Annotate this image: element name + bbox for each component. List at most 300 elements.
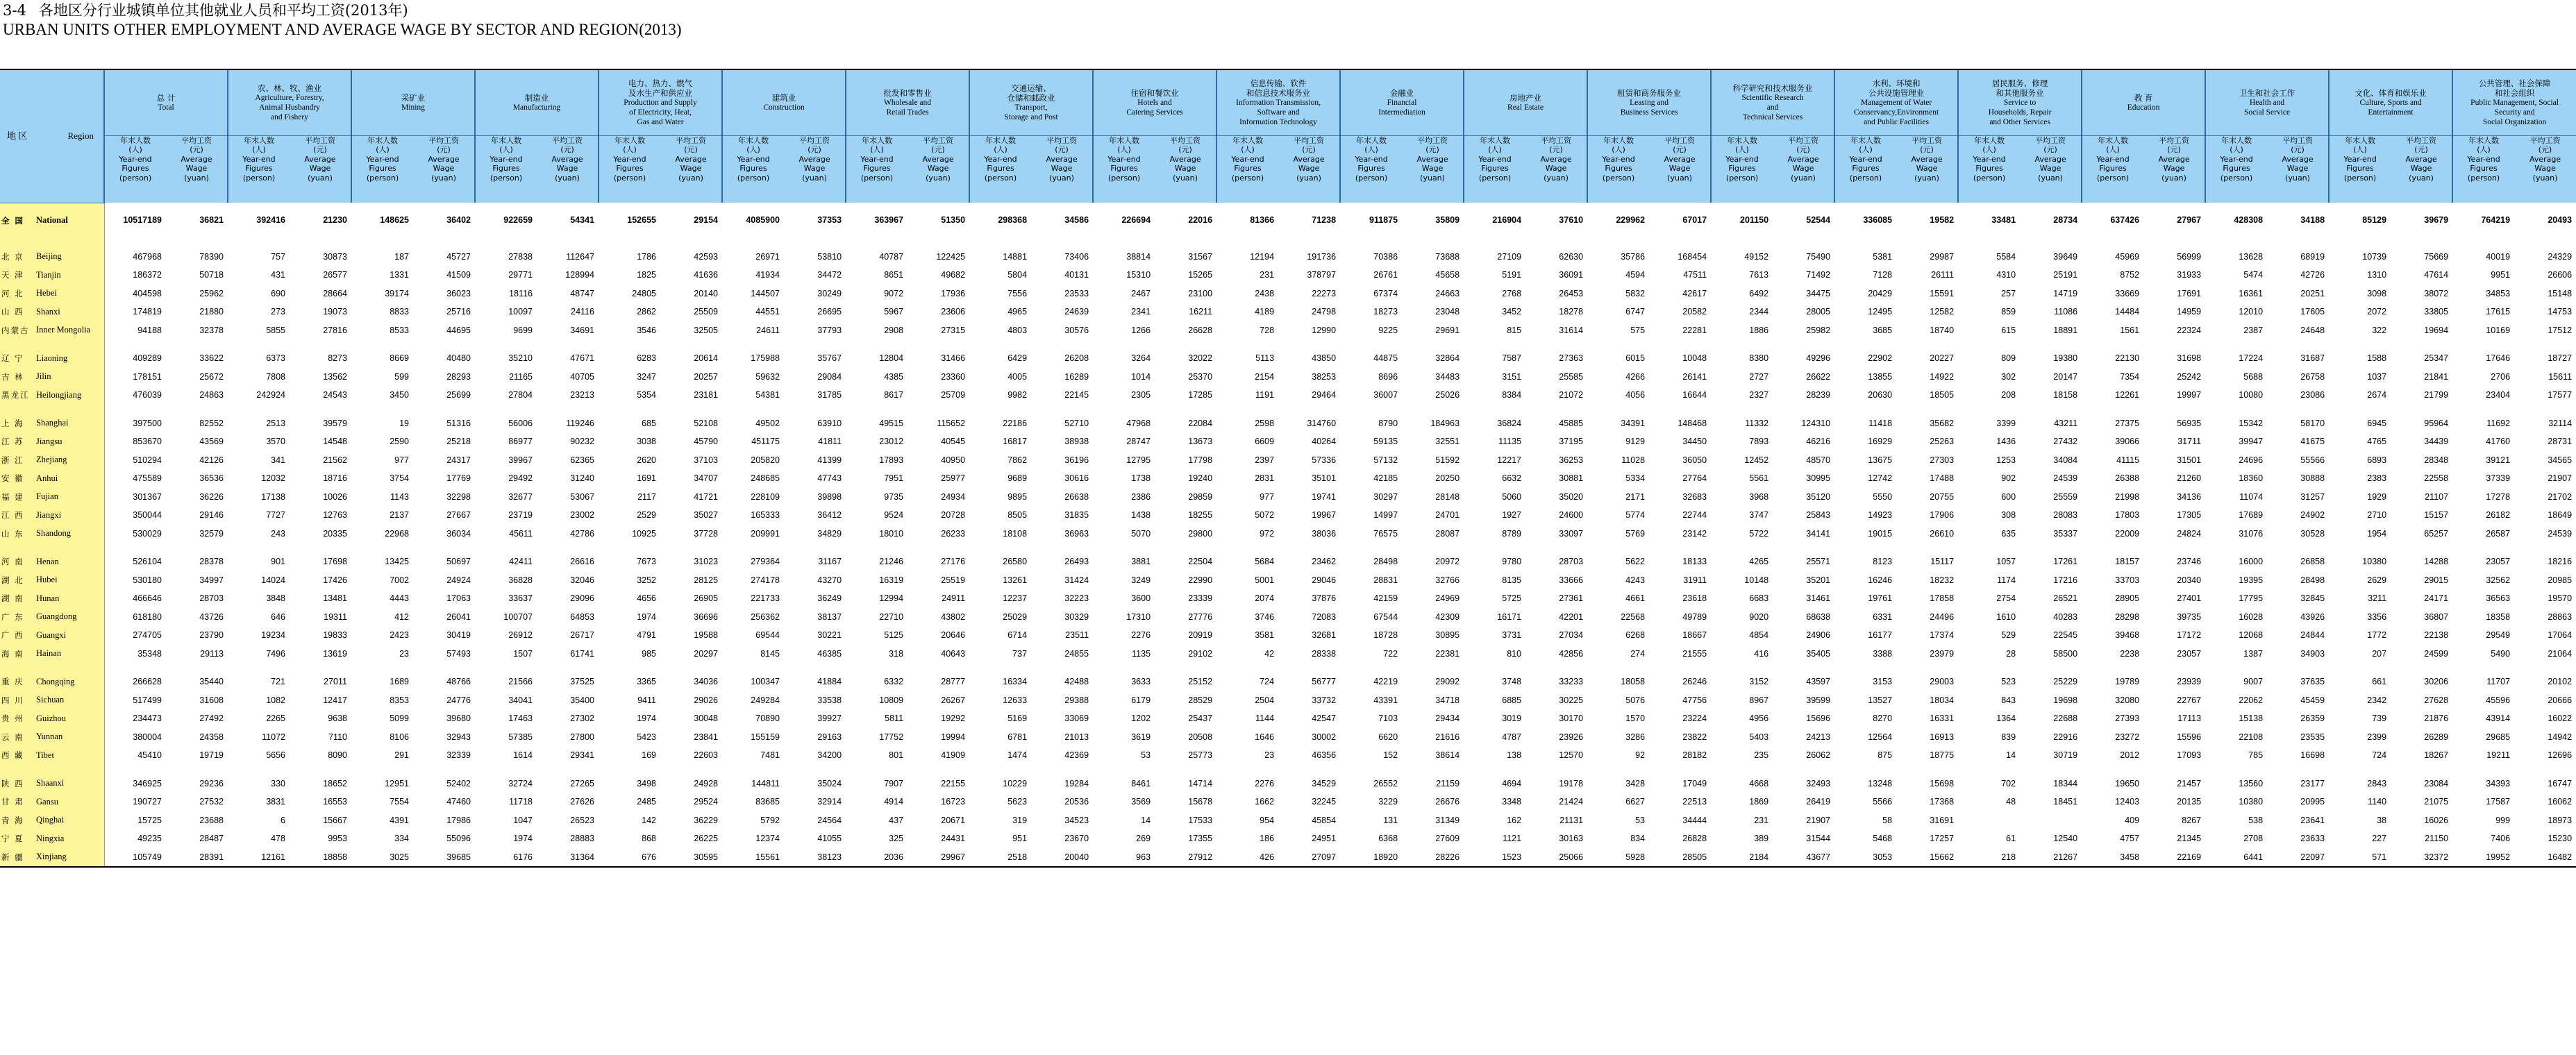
year-end-figures-cell: 13628 xyxy=(2239,251,2264,262)
region-name-en: Anhui xyxy=(36,473,58,483)
average-wage-cell: 21841 xyxy=(2424,371,2449,382)
year-end-figures-cell: 3286 xyxy=(1625,732,1646,742)
year-end-figures-cell: 34391 xyxy=(1621,418,1646,428)
title-block xyxy=(3,1,682,40)
year-end-figures-cell: 12564 xyxy=(1868,732,1893,742)
year-end-figures-cell: 2706 xyxy=(2491,371,2511,382)
average-wage-cell: 23979 xyxy=(1930,648,1955,659)
average-wage-cell: 18727 xyxy=(2548,353,2573,364)
average-wage-cell: 23939 xyxy=(2177,677,2202,687)
year-end-figures-cell: 1689 xyxy=(390,677,409,687)
sector-name-en: Wholesale and Retail Trades xyxy=(884,99,932,117)
year-end-figures-cell: 325 xyxy=(889,834,904,844)
average-wage-cell: 49789 xyxy=(1682,611,1707,622)
average-wage-cell: 47511 xyxy=(1683,270,1707,280)
average-wage-cell: 18255 xyxy=(1188,510,1213,521)
average-wage-cell: 36226 xyxy=(199,491,224,502)
year-end-figures-cell: 4085900 xyxy=(746,215,780,226)
year-end-figures-cell: 100707 xyxy=(503,611,533,622)
year-end-figures-cell: 8145 xyxy=(760,648,780,659)
average-wage-cell: 23142 xyxy=(1682,528,1707,539)
year-end-figures-cell: 5072 xyxy=(1255,510,1275,521)
average-wage-cell: 58170 xyxy=(2300,418,2325,428)
average-wage-cell: 36253 xyxy=(1559,455,1584,465)
year-end-figures-cell: 26388 xyxy=(2115,473,2140,484)
year-end-figures-cell: 45410 xyxy=(137,750,162,761)
year-end-figures-cell: 728 xyxy=(1260,325,1275,335)
year-end-figures-cell: 17615 xyxy=(2486,307,2511,317)
region-cell xyxy=(0,303,104,321)
average-wage-cell: 40643 xyxy=(941,648,966,659)
average-wage-cell: 21907 xyxy=(1806,815,1831,825)
year-end-figures-cell: 2513 xyxy=(266,418,285,428)
average-wage-cell: 20995 xyxy=(2300,797,2325,807)
average-wage-cell: 39927 xyxy=(817,714,842,724)
average-wage-cell: 38253 xyxy=(1312,371,1337,382)
average-wage-cell: 24539 xyxy=(2053,473,2078,484)
region-name-en: Zhejiang xyxy=(36,455,67,465)
year-end-figures-cell: 19395 xyxy=(2239,575,2264,585)
year-end-figures-cell: 10169 xyxy=(2486,325,2511,335)
year-end-figures-cell: 27804 xyxy=(508,390,533,400)
region-name-cn: 西 藏 xyxy=(1,750,24,761)
year-end-figures-cell: 426 xyxy=(1216,848,1278,868)
average-wage-cell: 30206 xyxy=(2424,677,2449,687)
year-end-figures-cell: 5354 xyxy=(637,390,656,400)
year-end-figures-cell: 5381 xyxy=(1873,251,1893,262)
year-end-figures-cell: 41115 xyxy=(2116,455,2140,465)
year-end-figures-header: 年末人数 (人) Year-end Figures (person) xyxy=(228,136,290,203)
average-wage-cell: 75669 xyxy=(2424,251,2449,262)
year-end-figures-cell: 9129 xyxy=(1625,437,1646,447)
average-wage-cell: 16747 xyxy=(2548,778,2573,788)
year-end-figures-cell: 8533 xyxy=(390,325,409,335)
average-wage-cell: 42786 xyxy=(570,528,594,539)
average-wage-cell: 42369 xyxy=(1064,750,1089,761)
average-wage-cell: 36034 xyxy=(446,528,471,539)
average-wage-cell: 28883 xyxy=(570,834,594,844)
year-end-figures-cell: 76575 xyxy=(1373,528,1398,539)
year-end-figures-cell: 10148 xyxy=(1744,575,1769,585)
year-end-figures-cell: 41934 xyxy=(755,270,780,280)
year-end-figures-cell: 13675 xyxy=(1868,455,1893,465)
year-end-figures-cell: 17795 xyxy=(2239,593,2264,604)
average-wage-cell: 31461 xyxy=(1806,593,1831,604)
average-wage-cell: 27303 xyxy=(1930,455,1955,465)
year-end-figures-cell: 1886 xyxy=(1749,325,1769,335)
year-end-figures-cell: 4791 xyxy=(637,630,656,641)
average-wage-cell: 17063 xyxy=(446,593,471,604)
average-wage-cell: 33666 xyxy=(1559,575,1584,585)
year-end-figures-cell: 8967 xyxy=(1749,695,1769,705)
year-end-figures-cell: 2012 xyxy=(2120,750,2140,761)
region-name-cn: 河 北 xyxy=(1,288,24,298)
average-wage-cell: 31614 xyxy=(1559,325,1584,335)
average-wage-cell: 22767 xyxy=(2177,695,2202,705)
year-end-figures-cell: 3569 xyxy=(1131,797,1151,807)
year-end-figures-cell: 48 xyxy=(2006,797,2016,807)
year-end-figures-cell: 32080 xyxy=(2115,695,2140,705)
average-wage-header: 平均工资 (元) Average Wage (yuan) xyxy=(537,136,599,203)
year-end-figures-cell: 10380 xyxy=(2362,557,2387,567)
year-end-figures-cell: 2072 xyxy=(2367,307,2387,317)
year-end-figures-cell: 1974 xyxy=(637,714,656,724)
year-end-figures-cell: 9072 xyxy=(884,288,904,298)
region-header-cn: 地 区 xyxy=(7,130,28,142)
year-end-figures-cell: 53 xyxy=(1635,815,1646,825)
year-end-figures-cell: 12261 xyxy=(2115,390,2140,400)
table-row xyxy=(0,746,2576,765)
year-end-figures-header: 年末人数 (人) Year-end Figures (person) xyxy=(1587,136,1649,203)
average-wage-cell: 23641 xyxy=(2300,815,2325,825)
year-end-figures-cell: 81366 xyxy=(1250,215,1275,226)
year-end-figures-cell: 954 xyxy=(1260,815,1275,825)
average-wage-cell: 22273 xyxy=(1312,288,1337,298)
average-wage-cell: 25977 xyxy=(941,473,966,484)
average-wage-header: 平均工资 (元) Average Wage (yuan) xyxy=(2020,136,2082,203)
average-wage-cell: 35440 xyxy=(199,677,224,687)
average-wage-cell: 18451 xyxy=(2053,797,2078,807)
year-end-figures-cell: 9699 xyxy=(513,325,533,335)
average-wage-cell: 75490 xyxy=(1806,251,1831,262)
average-wage-cell: 32372 xyxy=(2391,848,2452,868)
year-end-figures-cell: 922659 xyxy=(503,215,533,226)
year-end-figures-cell: 1474 xyxy=(1007,750,1028,761)
region-name-en: Gansu xyxy=(36,796,58,807)
year-end-figures-cell: 59632 xyxy=(755,371,780,382)
year-end-figures-cell: 13560 xyxy=(2239,778,2264,788)
average-wage-cell: 20251 xyxy=(2300,288,2325,298)
average-wage-cell: 38123 xyxy=(784,848,846,868)
average-wage-cell: 24648 xyxy=(2300,325,2325,335)
average-wage-cell: 17368 xyxy=(1930,797,1955,807)
year-end-figures-cell: 8669 xyxy=(390,353,409,364)
average-wage-cell: 12696 xyxy=(2548,750,2573,761)
year-end-figures-cell: 1974 xyxy=(637,611,656,622)
year-end-figures-cell: 28747 xyxy=(1126,437,1151,447)
average-wage-cell: 34141 xyxy=(1806,528,1831,539)
average-wage-cell: 15157 xyxy=(2424,510,2449,521)
average-wage-cell: 42126 xyxy=(199,455,224,465)
average-wage-cell: 34483 xyxy=(1435,371,1460,382)
year-end-figures-cell: 6268 xyxy=(1625,630,1646,641)
year-end-figures-cell: 2137 xyxy=(390,510,409,521)
average-wage-cell: 28005 xyxy=(1806,307,1831,317)
year-end-figures-cell: 5474 xyxy=(2243,270,2264,280)
average-wage-cell: 15696 xyxy=(1806,714,1831,724)
table-row xyxy=(0,525,2576,543)
year-end-figures-cell: 22968 xyxy=(385,528,409,539)
year-end-figures-cell: 4914 xyxy=(884,797,904,807)
average-wage-cell: 25585 xyxy=(1559,371,1584,382)
year-end-figures-cell: 3019 xyxy=(1502,714,1522,724)
year-end-figures-cell: 2708 xyxy=(2243,834,2264,844)
year-end-figures-cell: 28298 xyxy=(2115,611,2140,622)
average-wage-cell: 27667 xyxy=(446,510,471,521)
average-wage-cell: 19694 xyxy=(2424,325,2449,335)
year-end-figures-cell: 19650 xyxy=(2115,778,2140,788)
year-end-figures-cell: 49152 xyxy=(1744,251,1769,262)
average-wage-cell: 36023 xyxy=(446,288,471,298)
table-row xyxy=(0,571,2576,590)
year-end-figures-cell: 298368 xyxy=(998,215,1028,226)
year-end-figures-cell xyxy=(1958,811,2020,830)
average-wage-cell: 18652 xyxy=(323,778,347,788)
average-wage-cell: 23224 xyxy=(1682,714,1707,724)
year-end-figures-cell: 209991 xyxy=(751,528,780,539)
sector-header xyxy=(228,70,351,136)
average-wage-cell: 28087 xyxy=(1435,528,1460,539)
average-wage-cell: 26523 xyxy=(570,815,594,825)
year-end-figures-cell: 67374 xyxy=(1373,288,1398,298)
average-wage-cell: 29096 xyxy=(570,593,594,604)
year-end-figures-cell: 49502 xyxy=(755,418,780,428)
year-end-figures-cell: 859 xyxy=(2001,307,2016,317)
average-wage-cell: 47460 xyxy=(446,797,471,807)
average-wage-cell: 17113 xyxy=(2177,714,2202,724)
year-end-figures-cell: 4803 xyxy=(1007,325,1028,335)
region-name-en: Hebei xyxy=(36,288,57,298)
average-wage-cell: 23841 xyxy=(694,732,719,742)
sector-header xyxy=(722,70,846,136)
year-end-figures-cell: 291 xyxy=(394,750,409,761)
year-end-figures-cell: 6176 xyxy=(475,848,537,868)
year-end-figures-cell: 7613 xyxy=(1749,270,1769,280)
year-end-figures-cell: 28905 xyxy=(2115,593,2140,604)
year-end-figures-cell: 152 xyxy=(1383,750,1398,761)
region-name-en: Hainan xyxy=(36,648,62,659)
average-wage-cell: 26453 xyxy=(1559,288,1584,298)
average-wage-cell: 28378 xyxy=(199,557,224,567)
average-wage-cell: 11086 xyxy=(2054,307,2078,317)
year-end-figures-cell: 599 xyxy=(394,371,409,382)
average-wage-cell: 71238 xyxy=(1312,215,1337,226)
year-end-figures-cell: 17224 xyxy=(2239,353,2264,364)
year-end-figures-cell: 466646 xyxy=(133,593,162,604)
year-end-figures-cell: 9007 xyxy=(2243,677,2264,687)
average-wage-cell: 34997 xyxy=(199,575,224,585)
year-end-figures-cell: 5423 xyxy=(637,732,656,742)
sector-name-en: Transport, Storage and Post xyxy=(1004,103,1058,121)
average-wage-cell: 21159 xyxy=(1436,778,1460,788)
year-end-figures-cell: 7128 xyxy=(1873,270,1893,280)
average-wage-cell: 62365 xyxy=(570,455,594,465)
average-wage-cell: 17533 xyxy=(1188,815,1213,825)
average-wage-cell: 22016 xyxy=(1188,215,1213,226)
average-wage-cell: 28239 xyxy=(1806,390,1831,400)
year-end-figures-cell: 5550 xyxy=(1873,491,1893,502)
year-end-figures-cell: 26580 xyxy=(1003,557,1028,567)
table-row xyxy=(0,321,2576,340)
average-wage-cell: 29691 xyxy=(1435,325,1460,335)
average-wage-cell: 27432 xyxy=(2053,437,2078,447)
year-end-figures-cell: 47968 xyxy=(1126,418,1151,428)
region-name-cn: 湖 北 xyxy=(1,575,24,585)
year-end-figures-cell: 2518 xyxy=(969,848,1031,868)
year-end-figures-cell: 1082 xyxy=(266,695,285,705)
region-cell xyxy=(0,673,104,691)
average-wage-cell: 95964 xyxy=(2424,418,2449,428)
year-end-figures-cell: 2754 xyxy=(1996,593,2016,604)
year-end-figures-cell: 207 xyxy=(2372,648,2387,659)
average-wage-cell: 26828 xyxy=(1682,834,1707,844)
year-end-figures-cell: 5076 xyxy=(1625,695,1646,705)
average-wage-cell: 36821 xyxy=(199,215,224,226)
year-end-figures-cell: 5804 xyxy=(1007,270,1028,280)
year-end-figures-cell: 9951 xyxy=(2491,270,2511,280)
average-wage-cell: 34450 xyxy=(1682,437,1707,447)
year-end-figures-cell: 175988 xyxy=(751,353,780,364)
year-end-figures-cell: 6609 xyxy=(1255,437,1275,447)
year-end-figures-cell: 49515 xyxy=(879,418,904,428)
average-wage-cell: 28338 xyxy=(1312,648,1337,659)
year-end-figures-cell: 10739 xyxy=(2362,251,2387,262)
average-wage-cell: 20493 xyxy=(2548,215,2573,226)
average-wage-cell: 35405 xyxy=(1806,648,1831,659)
average-wage-cell: 17986 xyxy=(446,815,471,825)
year-end-figures-cell: 2341 xyxy=(1131,307,1151,317)
year-end-figures-cell: 7556 xyxy=(1007,288,1028,298)
year-end-figures-cell: 44551 xyxy=(755,307,780,317)
average-wage-cell: 12763 xyxy=(323,510,347,521)
average-wage-cell: 43569 xyxy=(199,437,224,447)
year-end-figures-cell: 6683 xyxy=(1749,593,1769,604)
sector-header xyxy=(1958,70,2082,136)
average-wage-cell: 17426 xyxy=(323,575,347,585)
table-row xyxy=(0,608,2576,627)
average-wage-cell: 73406 xyxy=(1064,251,1089,262)
average-wage-cell: 25773 xyxy=(1188,750,1213,761)
average-wage-cell: 28731 xyxy=(2548,437,2573,447)
average-wage-cell: 18649 xyxy=(2548,510,2573,521)
year-end-figures-cell: 2117 xyxy=(637,491,656,502)
average-wage-cell: 21075 xyxy=(2424,797,2449,807)
average-wage-cell: 26289 xyxy=(2424,732,2449,742)
year-end-figures-cell: 637426 xyxy=(2110,215,2140,226)
year-end-figures-cell: 2387 xyxy=(2243,325,2264,335)
year-end-figures-header: 年末人数 (人) Year-end Figures (person) xyxy=(104,136,166,203)
average-wage-cell: 24639 xyxy=(1064,307,1089,317)
year-end-figures-cell: 20429 xyxy=(1868,288,1893,298)
year-end-figures-cell: 3498 xyxy=(637,778,656,788)
year-end-figures-cell: 155159 xyxy=(751,732,780,742)
table-row xyxy=(0,432,2576,451)
year-end-figures-cell: 21566 xyxy=(508,677,533,687)
average-wage-cell: 15662 xyxy=(1896,848,1958,868)
region-cell xyxy=(0,285,104,303)
average-wage-cell: 58500 xyxy=(2053,648,2078,659)
average-wage-cell: 26111 xyxy=(1931,270,1955,280)
year-end-figures-cell: 23012 xyxy=(879,437,904,447)
year-end-figures-cell: 32724 xyxy=(508,778,533,788)
average-wage-cell: 20919 xyxy=(1188,630,1213,641)
year-end-figures-cell: 26912 xyxy=(508,630,533,641)
region-cell xyxy=(0,793,104,811)
average-wage-cell: 25263 xyxy=(1930,437,1955,447)
year-end-figures-cell: 226694 xyxy=(1121,215,1151,226)
year-end-figures-cell: 16246 xyxy=(1868,575,1893,585)
average-wage-cell: 19588 xyxy=(694,630,719,641)
year-end-figures-cell: 23 xyxy=(1264,750,1275,761)
region-cell xyxy=(0,432,104,451)
year-end-figures-cell: 18360 xyxy=(2239,473,2264,484)
average-wage-cell: 26577 xyxy=(323,270,347,280)
average-wage-cell: 47614 xyxy=(2424,270,2449,280)
year-end-figures-cell: 901 xyxy=(271,557,285,567)
year-end-figures-cell: 5855 xyxy=(266,325,285,335)
region-cell xyxy=(0,368,104,387)
year-end-figures-cell: 615 xyxy=(2001,325,2016,335)
average-wage-cell: 19994 xyxy=(941,732,966,742)
year-end-figures-cell: 5688 xyxy=(2243,371,2264,382)
average-wage-cell: 26695 xyxy=(817,307,842,317)
average-wage-cell: 46216 xyxy=(1806,437,1831,447)
average-wage-cell: 22990 xyxy=(1188,575,1213,585)
average-wage-cell: 34036 xyxy=(694,677,719,687)
year-end-figures-cell: 868 xyxy=(642,834,656,844)
region-name-en: Henan xyxy=(36,556,59,566)
average-wage-cell: 17691 xyxy=(2177,288,2202,298)
year-end-figures-cell: 8353 xyxy=(390,695,409,705)
year-end-figures-cell: 23719 xyxy=(508,510,533,521)
year-end-figures-cell: 4594 xyxy=(1625,270,1646,280)
year-end-figures-cell: 318 xyxy=(889,648,904,659)
average-wage-cell: 45459 xyxy=(2300,695,2325,705)
sector-header xyxy=(2452,70,2576,136)
region-name-en: Tibet xyxy=(36,750,54,760)
region-name-cn: 湖 南 xyxy=(1,593,24,604)
average-wage-cell: 68919 xyxy=(2300,251,2325,262)
region-cell xyxy=(0,321,104,340)
region-name-cn: 江 西 xyxy=(1,510,24,521)
sector-name-cn: 水利、环境和 公共设施管理业 xyxy=(1868,78,1925,98)
year-end-figures-cell: 431 xyxy=(271,270,285,280)
average-wage-cell: 32339 xyxy=(446,750,471,761)
year-end-figures-cell: 25029 xyxy=(1003,611,1028,622)
average-wage-cell: 12540 xyxy=(2053,834,2078,844)
year-end-figures-cell: 54381 xyxy=(755,390,780,400)
average-wage-cell: 31698 xyxy=(2177,353,2202,364)
average-wage-cell: 47671 xyxy=(570,353,594,364)
year-end-figures-cell: 16817 xyxy=(1003,437,1028,447)
year-end-figures-cell: 5684 xyxy=(1255,557,1275,567)
table-row xyxy=(0,848,2576,868)
average-wage-cell: 23177 xyxy=(2300,778,2325,788)
average-wage-cell: 31240 xyxy=(570,473,594,484)
year-end-figures-cell: 12951 xyxy=(385,778,409,788)
region-cell xyxy=(0,589,104,608)
year-end-figures-cell: 9225 xyxy=(1378,325,1398,335)
year-end-figures-cell: 28 xyxy=(2006,648,2016,659)
average-wage-cell: 55566 xyxy=(2300,455,2325,465)
average-wage-cell: 27532 xyxy=(199,797,224,807)
sector-header xyxy=(351,70,475,136)
year-end-figures-cell: 319 xyxy=(1012,815,1028,825)
average-wage-cell: 53067 xyxy=(570,491,594,502)
year-end-figures-cell: 10380 xyxy=(2239,797,2264,807)
data-table xyxy=(0,70,2576,868)
sector-name-cn: 采矿业 xyxy=(401,93,426,103)
year-end-figures-cell: 810 xyxy=(1507,648,1522,659)
average-wage-cell: 27628 xyxy=(2424,695,2449,705)
year-end-figures-cell: 1929 xyxy=(2367,491,2387,502)
year-end-figures-cell: 2397 xyxy=(1255,455,1275,465)
year-end-figures-cell: 205820 xyxy=(751,455,780,465)
year-end-figures-cell: 4765 xyxy=(2367,437,2387,447)
year-end-figures-cell: 1507 xyxy=(513,648,533,659)
average-wage-cell: 14942 xyxy=(2548,732,2573,742)
average-wage-cell: 35337 xyxy=(2053,528,2078,539)
